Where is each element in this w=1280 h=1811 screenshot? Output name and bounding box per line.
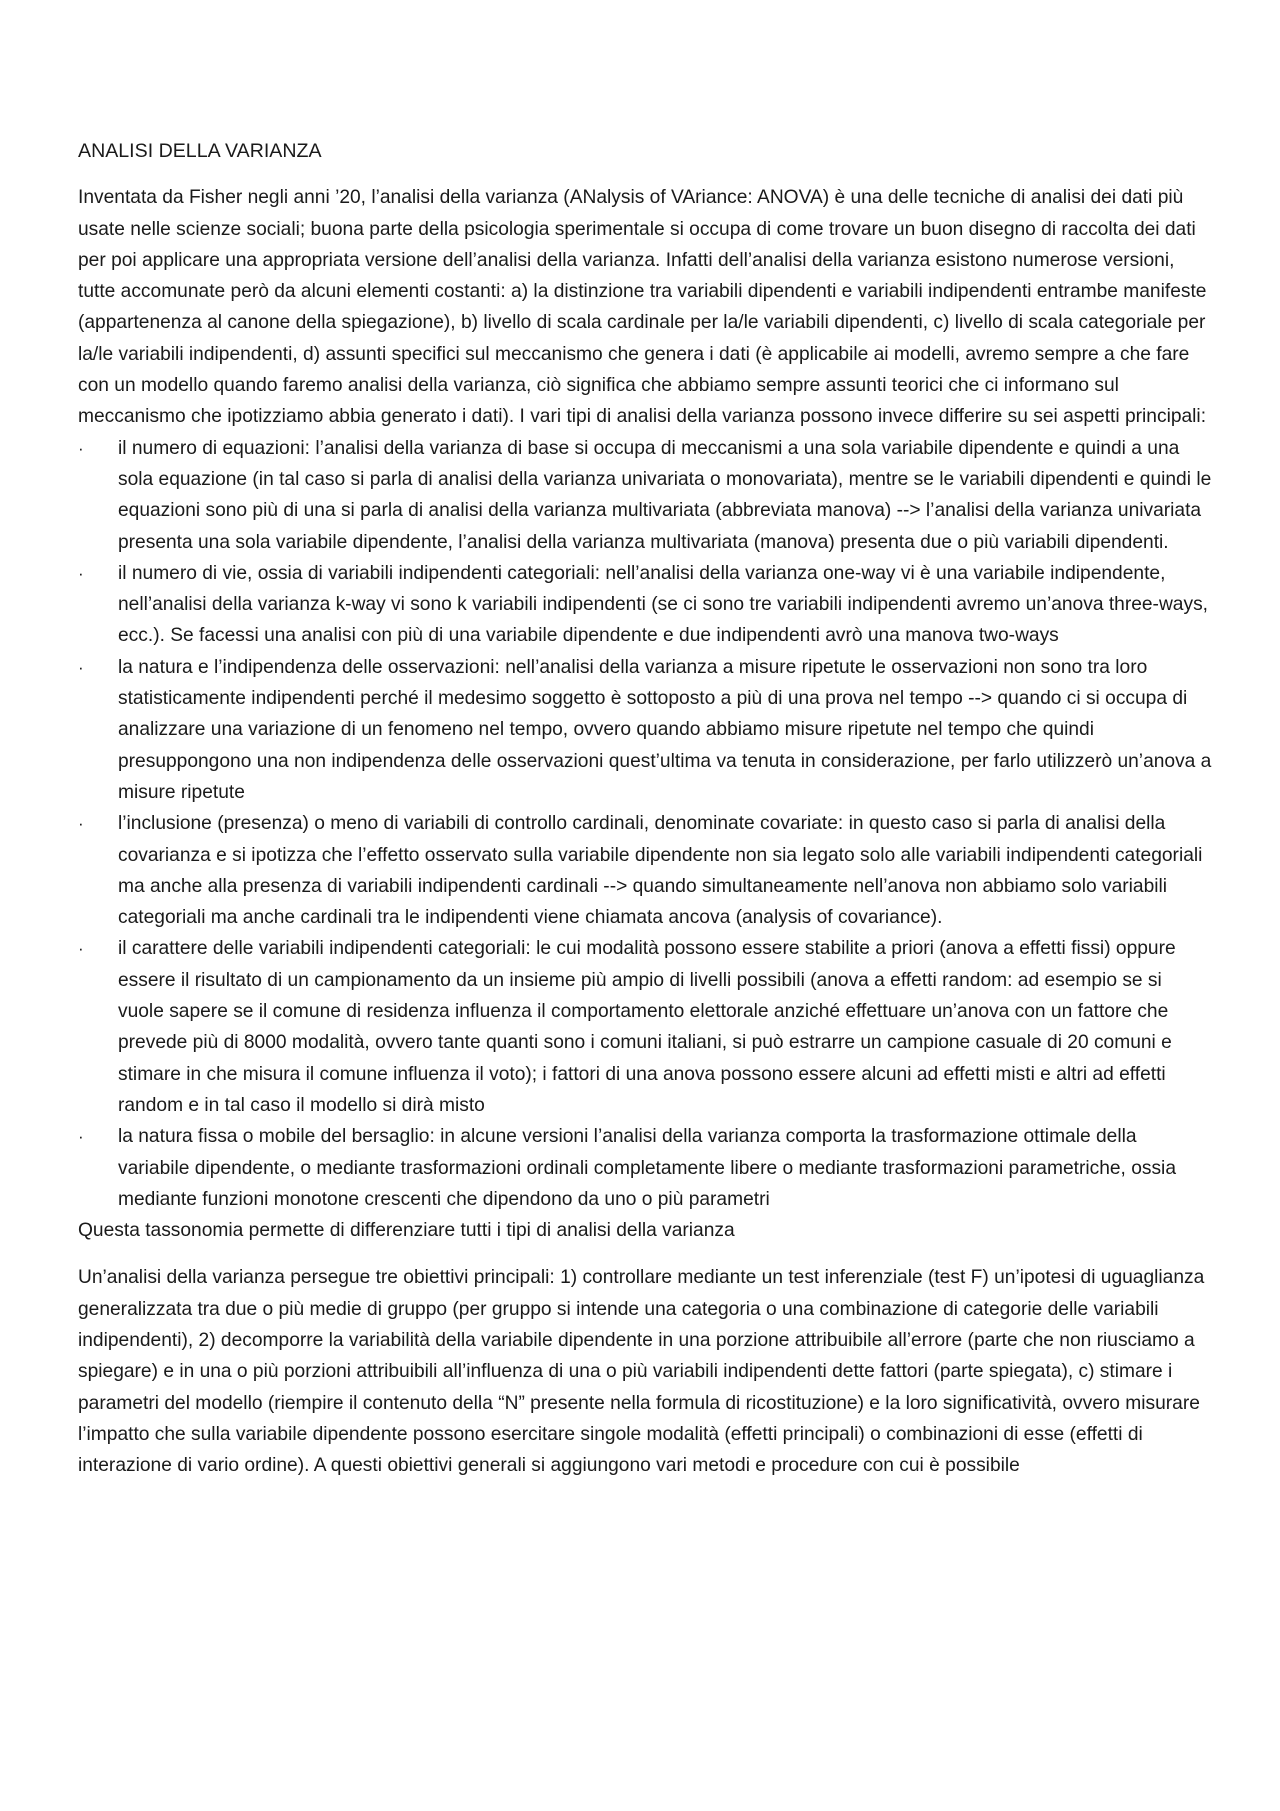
intro-paragraph: Inventata da Fisher negli anni ’20, l’analisi della varianza (ANalysis of VAriance: ANOVA) è una delle tecniche di analisi dei dati più usate nelle scienze sociali; buona parte della psicologia sperimentale si occupa di come trovare un buon disegno di raccolta dei dati per poi applicare una appropriata versione dell’analisi della varianza. Infatti dell’analisi della varianza esistono numerose versioni, tutte accomunate però da alcuni elementi costanti: a) la distinzione tra variabili dipendenti e variabili indipendenti entrambe manifeste (appartenenza al canone della spiegazione), b) livello di scala cardinale per la/le variabili dipendenti, c) livello di scala categoriale per la/le variabili indipendenti, d) assunti specifici sul meccanismo che genera i dati (è applicabile ai modelli, avremo sempre a che fare con un modello quando faremo analisi della varianza, ciò significa che abbiamo sempre assunti teorici che ci informano sul meccanismo che ipotizziamo abbia generato i dati). I vari tipi di analisi della varianza possono invece differire su sei aspetti principali: [78,187,1207,428]
list-item-text: la natura e l’indipendenza delle osservazioni: nell’analisi della varianza a misure ripetute le osservazioni non sono tra loro statisticamente indipendenti perché il medesimo soggetto è sottoposto a più di una prova nel tempo --> quando ci si occupa di analizzare una variazione di un fenomeno nel tempo, ovvero quando abbiamo misure ripetute nel tempo che quindi presuppongono una non indipendenza delle osservazioni quest’ultima va tenuta in considerazione, per farlo utilizzerò un’anova a misure ripetute [118,656,1212,803]
bullet-icon: · [78,438,84,458]
list-item-text: il carattere delle variabili indipendenti categoriali: le cui modalità possono essere stabilite a priori (anova a effetti fissi) oppure essere il risultato di un campionamento da un insieme più ampio di livelli possibili (anova a effetti random: ad esempio se si vuole sapere se il comune di residenza influenza il comportamento elettorale anziché effettuare un’anova con un fattore che prevede più di 8000 modalità, ovvero tante quanti sono i comuni italiani, si può estrarre un campione casuale di 20 comuni e stimare in che misura il comune influenza il voto); i fattori di una anova possono essere alcuni ad effetti misti e altri ad effetti random e in tal caso il modello si dirà misto [118,938,1176,1116]
bullet-icon: · [78,563,84,583]
bullet-icon: · [78,657,84,677]
list-item [78,652,1212,808]
list-item-text: l’inclusione (presenza) o meno di variabili di controllo cardinali, denominate covariate: in questo caso si parla di analisi della covarianza e si ipotizza che l’effetto osservato sulla variabile dipendente non sia legato solo alle variabili indipendenti categoriali ma anche alla presenza di variabili indipendenti cardinali --> quando simultaneamente nell’anova non abbiamo solo variabili categoriali ma anche cardinali tra le indipendenti viene chiamata ancova (analysis of covariance). [118,813,1203,929]
bullet-icon: · [78,814,84,834]
objectives-paragraph: Un’analisi della varianza persegue tre obiettivi principali: 1) controllare mediante un test inferenziale (test F) un’ipotesi di uguaglianza generalizzata tra due o più medie di gruppo (per gruppo si intende una categoria o una combinazione di categorie delle variabili indipendenti), 2) decomporre la variabilità della variabile dipendente in una porzione attribuibile all’errore (parte che non riusciamo a spiegare) e in una o più porzioni attribuibili all’influenza di una o più variabili indipendenti dette fattori (parte spiegata), c) stimare i parametri del modello (riempire il contenuto della “N” presente nella formula di ricostituzione) e la loro significatività, ovvero misurare l’impatto che sulla variabile dipendente possono esercitare singole modalità (effetti principali) o combinazioni di esse (effetti di interazione di vario ordine). A questi obiettivi generali si aggiungono vari metodi e procedure con cui è possibile [78,1267,1205,1477]
list-item-text: il numero di equazioni: l’analisi della varianza di base si occupa di meccanismi a una sola variabile dipendente e quindi a una sola equazione (in tal caso si parla di analisi della varianza univariata o monovariata), mentre se le variabili dipendenti e quindi le equazioni sono più di una si parla di analisi della varianza multivariata (abbreviata manova) --> l’analisi della varianza univariata presenta una sola variabile dipendente, l’analisi della varianza multivariata (manova) presenta due o più variabili dipendenti. [118,437,1212,553]
bullet-icon: · [78,1127,84,1147]
document-title: ANALISI DELLA VARIANZA [78,140,322,162]
list-item [78,558,1212,652]
aspects-list [78,433,1212,1215]
document-body [78,136,1212,1481]
closing-paragraph: Questa tassonomia permette di differenziare tutti i tipi di analisi della varianza [78,1220,735,1242]
list-item [78,933,1212,1121]
list-item [78,808,1212,933]
list-item-text: la natura fissa o mobile del bersaglio: in alcune versioni l’analisi della varianza comporta la trasformazione ottimale della variabile dipendente, o mediante trasformazioni ordinali completamente libere o mediante trasformazioni parametriche, ossia mediante funzioni monotone crescenti che dipendono da uno o più parametri [118,1126,1176,1210]
list-item [78,1121,1212,1215]
bullet-icon: · [78,939,84,959]
list-item [78,433,1212,558]
list-item-text: il numero di vie, ossia di variabili indipendenti categoriali: nell’analisi della varianza one-way vi è una variabile indipendente, nell’analisi della varianza k-way vi sono k variabili indipendenti (se ci sono tre variabili indipendenti avremo un’anova three-ways, ecc.). Se facessi una analisi con più di una variabile dipendente e due indipendenti avrò una manova two-ways [118,562,1208,647]
